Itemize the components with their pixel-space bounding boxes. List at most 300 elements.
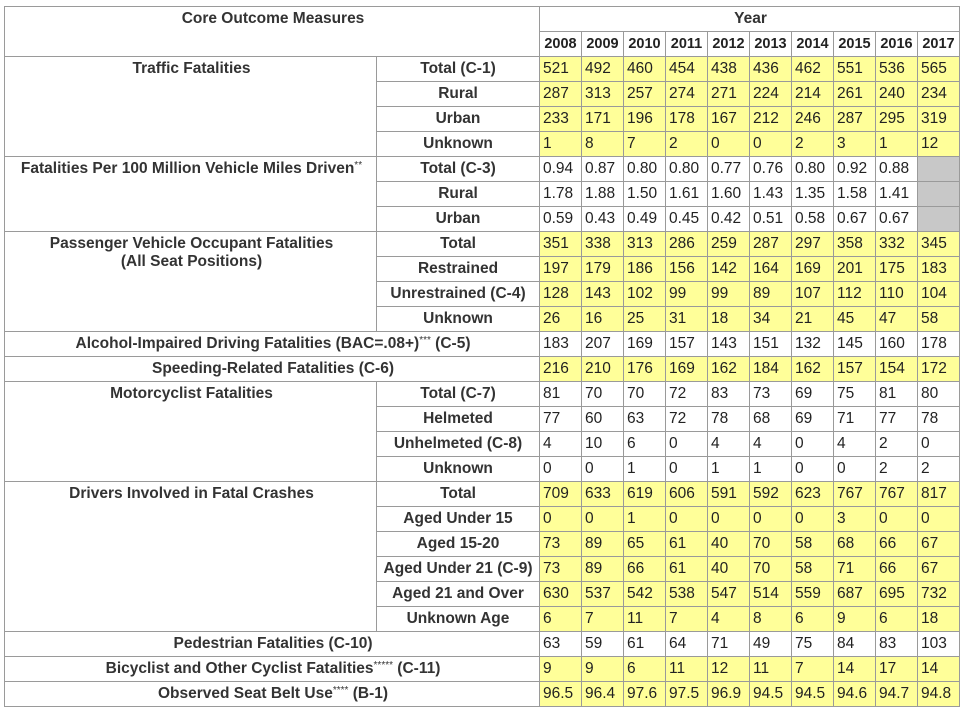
value-cell: 6: [624, 657, 666, 682]
value-cell: 68: [750, 407, 792, 432]
value-cell: 26: [540, 307, 582, 332]
value-cell: 160: [876, 332, 918, 357]
value-cell: 9: [834, 607, 876, 632]
value-cell: 69: [792, 382, 834, 407]
measure-title: Motorcyclist Fatalities: [110, 385, 273, 402]
year-cell: 2011: [666, 32, 708, 57]
submeasure-label: Aged 15-20: [377, 532, 540, 557]
value-cell: 591: [708, 482, 750, 507]
year-cell: 2017: [918, 32, 960, 57]
value-cell: 709: [540, 482, 582, 507]
value-cell: 0: [918, 507, 960, 532]
value-cell: 216: [540, 357, 582, 382]
value-cell: 234: [918, 82, 960, 107]
value-cell: 332: [876, 232, 918, 257]
value-cell: 186: [624, 257, 666, 282]
measure-group-label: [5, 232, 377, 332]
value-cell: 271: [708, 82, 750, 107]
value-cell: 142: [708, 257, 750, 282]
value-cell: 0.42: [708, 207, 750, 232]
measure-title: Traffic Fatalities: [132, 60, 251, 77]
value-cell: 72: [666, 407, 708, 432]
value-cell: 536: [876, 57, 918, 82]
submeasure-label: Total (C-1): [377, 57, 540, 82]
value-cell: 3: [834, 507, 876, 532]
measure-title: Speeding-Related Fatalities (C-6): [151, 360, 394, 377]
measure-row: [5, 332, 960, 357]
submeasure-label: Aged Under 21 (C-9): [377, 557, 540, 582]
value-cell: 89: [582, 557, 624, 582]
measure-code: (B-1): [348, 685, 389, 702]
value-cell: 0: [540, 457, 582, 482]
core-outcome-measures-table: [4, 6, 960, 707]
value-cell: 0: [918, 432, 960, 457]
value-cell: 7: [582, 607, 624, 632]
measure-code: (C-11): [393, 660, 441, 677]
value-cell: 1: [624, 507, 666, 532]
value-cell: 619: [624, 482, 666, 507]
submeasure-label: Total (C-7): [377, 382, 540, 407]
value-cell: 606: [666, 482, 708, 507]
value-cell: 240: [876, 82, 918, 107]
value-cell: 313: [582, 82, 624, 107]
value-cell: 201: [834, 257, 876, 282]
measure-code: (C-5): [430, 335, 471, 352]
value-cell: 178: [666, 107, 708, 132]
value-cell: 156: [666, 257, 708, 282]
value-cell: 143: [708, 332, 750, 357]
submeasure-label: Total: [377, 482, 540, 507]
year-cell: 2014: [792, 32, 834, 57]
value-cell: 287: [750, 232, 792, 257]
value-cell: 6: [792, 607, 834, 632]
value-cell: 630: [540, 582, 582, 607]
measure-title: Drivers Involved in Fatal Crashes: [69, 485, 314, 502]
submeasure-label: Unhelmeted (C-8): [377, 432, 540, 457]
value-cell: 83: [708, 382, 750, 407]
measure-row: [5, 157, 960, 182]
value-cell: 70: [750, 557, 792, 582]
measure-row: [5, 657, 960, 682]
value-cell: 0.51: [750, 207, 792, 232]
value-cell: 81: [876, 382, 918, 407]
value-cell: 207: [582, 332, 624, 357]
value-cell: 73: [540, 532, 582, 557]
submeasure-label: Total: [377, 232, 540, 257]
value-cell: 0: [582, 507, 624, 532]
value-cell: 0.76: [750, 157, 792, 182]
value-cell: 4: [708, 607, 750, 632]
value-cell: 172: [918, 357, 960, 382]
value-cell: 6: [540, 607, 582, 632]
value-cell: 0: [708, 132, 750, 157]
value-cell: 0.80: [624, 157, 666, 182]
value-cell: 436: [750, 57, 792, 82]
value-cell: 80: [918, 382, 960, 407]
value-cell: 183: [918, 257, 960, 282]
value-cell: 210: [582, 357, 624, 382]
value-cell: 2: [666, 132, 708, 157]
value-cell: 0: [666, 432, 708, 457]
submeasure-label: Restrained: [377, 257, 540, 282]
value-cell: 1: [708, 457, 750, 482]
submeasure-label: Urban: [377, 107, 540, 132]
value-cell: 521: [540, 57, 582, 82]
submeasure-label: Urban: [377, 207, 540, 232]
value-cell: 68: [834, 532, 876, 557]
value-cell: 1.60: [708, 182, 750, 207]
value-cell: 45: [834, 307, 876, 332]
value-cell: 40: [708, 557, 750, 582]
value-cell: 61: [624, 632, 666, 657]
measure-row: [5, 682, 960, 707]
submeasure-label: Total (C-3): [377, 157, 540, 182]
value-cell: 104: [918, 282, 960, 307]
submeasure-label: Unknown: [377, 132, 540, 157]
value-cell: 63: [624, 407, 666, 432]
value-cell: 0.77: [708, 157, 750, 182]
value-cell: 196: [624, 107, 666, 132]
value-cell: 8: [750, 607, 792, 632]
value-cell: 25: [624, 307, 666, 332]
value-cell: 157: [834, 357, 876, 382]
value-cell: 687: [834, 582, 876, 607]
value-cell: 49: [750, 632, 792, 657]
value-cell: 224: [750, 82, 792, 107]
value-cell: 178: [918, 332, 960, 357]
value-cell: 212: [750, 107, 792, 132]
value-cell: 96.4: [582, 682, 624, 707]
measure-row: [5, 382, 960, 407]
year-cell: 2008: [540, 32, 582, 57]
value-cell: 259: [708, 232, 750, 257]
value-cell: 179: [582, 257, 624, 282]
value-cell: 75: [834, 382, 876, 407]
submeasure-label: Aged 21 and Over: [377, 582, 540, 607]
value-cell: 89: [750, 282, 792, 307]
value-cell: 10: [582, 432, 624, 457]
value-cell: 559: [792, 582, 834, 607]
value-cell: 338: [582, 232, 624, 257]
value-cell: 2: [876, 457, 918, 482]
value-cell: 7: [792, 657, 834, 682]
measure-group-label: [5, 157, 377, 232]
value-cell: 89: [582, 532, 624, 557]
value-cell: 4: [540, 432, 582, 457]
value-cell: 1.78: [540, 182, 582, 207]
footnote-marker: *****: [373, 660, 393, 671]
value-cell: 537: [582, 582, 624, 607]
value-cell: 358: [834, 232, 876, 257]
value-cell: 94.5: [792, 682, 834, 707]
value-cell: 14: [834, 657, 876, 682]
value-cell: 1.43: [750, 182, 792, 207]
value-cell: 197: [540, 257, 582, 282]
submeasure-label: Aged Under 15: [377, 507, 540, 532]
value-cell: 59: [582, 632, 624, 657]
value-cell: 274: [666, 82, 708, 107]
value-cell: 6: [624, 432, 666, 457]
value-cell: 94.8: [918, 682, 960, 707]
value-cell: 34: [750, 307, 792, 332]
value-cell: 132: [792, 332, 834, 357]
year-cell: 2010: [624, 32, 666, 57]
value-cell: 128: [540, 282, 582, 307]
value-cell: 286: [666, 232, 708, 257]
value-cell: 70: [582, 382, 624, 407]
measure-group-label: [5, 482, 377, 632]
value-cell: 257: [624, 82, 666, 107]
value-cell: 162: [792, 357, 834, 382]
value-cell: 72: [666, 382, 708, 407]
submeasure-label: Unknown: [377, 457, 540, 482]
value-cell: 565: [918, 57, 960, 82]
value-cell: 633: [582, 482, 624, 507]
value-cell: 14: [918, 657, 960, 682]
measure-label: [5, 357, 540, 382]
value-cell: 21: [792, 307, 834, 332]
value-cell: 454: [666, 57, 708, 82]
measure-title: Observed Seat Belt Use: [157, 685, 333, 702]
value-cell: 0: [792, 507, 834, 532]
value-cell: 233: [540, 107, 582, 132]
value-cell: 547: [708, 582, 750, 607]
value-cell: 12: [708, 657, 750, 682]
value-cell: 695: [876, 582, 918, 607]
value-cell: 77: [540, 407, 582, 432]
value-cell: 94.6: [834, 682, 876, 707]
value-cell: 78: [918, 407, 960, 432]
value-cell: 0.45: [666, 207, 708, 232]
value-cell: 99: [666, 282, 708, 307]
measure-row: [5, 57, 960, 82]
value-cell: 460: [624, 57, 666, 82]
value-cell: 514: [750, 582, 792, 607]
submeasure-label: Rural: [377, 82, 540, 107]
value-cell: 154: [876, 357, 918, 382]
value-cell: 542: [624, 582, 666, 607]
value-cell: 7: [666, 607, 708, 632]
value-cell: 66: [624, 557, 666, 582]
value-cell: 84: [834, 632, 876, 657]
measure-row: [5, 632, 960, 657]
value-cell: 167: [708, 107, 750, 132]
value-cell: 0.94: [540, 157, 582, 182]
value-cell: 11: [666, 657, 708, 682]
value-cell: 71: [834, 407, 876, 432]
submeasure-label: Helmeted: [377, 407, 540, 432]
value-cell: 66: [876, 532, 918, 557]
value-cell: 64: [666, 632, 708, 657]
value-cell: 67: [918, 557, 960, 582]
value-cell: 623: [792, 482, 834, 507]
value-cell: 0: [750, 507, 792, 532]
measure-title: Fatalities Per 100 Million Vehicle Miles Driven: [20, 160, 355, 177]
measure-subtitle: (All Seat Positions): [120, 253, 263, 270]
value-cell: 47: [876, 307, 918, 332]
year-cell: 2016: [876, 32, 918, 57]
value-cell: 97.5: [666, 682, 708, 707]
value-cell: 169: [792, 257, 834, 282]
value-cell: 18: [708, 307, 750, 332]
year-cell: 2009: [582, 32, 624, 57]
value-cell: 0: [876, 507, 918, 532]
measure-title: Passenger Vehicle Occupant Fatalities: [49, 235, 334, 252]
value-cell: 0: [666, 457, 708, 482]
value-cell: 767: [834, 482, 876, 507]
value-cell: 83: [876, 632, 918, 657]
header-row: [5, 7, 960, 32]
value-cell: 31: [666, 307, 708, 332]
value-cell: 96.9: [708, 682, 750, 707]
value-cell: 94.5: [750, 682, 792, 707]
value-cell: 0: [540, 507, 582, 532]
value-cell: 58: [918, 307, 960, 332]
value-cell: 1.50: [624, 182, 666, 207]
value-cell: 0.92: [834, 157, 876, 182]
value-cell: 0: [582, 457, 624, 482]
value-cell: 69: [792, 407, 834, 432]
value-cell: 0: [834, 457, 876, 482]
value-cell: 73: [540, 557, 582, 582]
value-cell: 3: [834, 132, 876, 157]
value-cell: 319: [918, 107, 960, 132]
value-cell: 78: [708, 407, 750, 432]
value-cell: 60: [582, 407, 624, 432]
value-cell: 287: [834, 107, 876, 132]
value-cell: 7: [624, 132, 666, 157]
value-cell: 169: [624, 332, 666, 357]
value-cell: 0.67: [876, 207, 918, 232]
measure-title: Alcohol-Impaired Driving Fatalities (BAC=.08+): [75, 335, 420, 352]
value-cell: 73: [750, 382, 792, 407]
value-cell: 592: [750, 482, 792, 507]
value-cell: 110: [876, 282, 918, 307]
value-cell: 70: [624, 382, 666, 407]
value-cell: 0.80: [666, 157, 708, 182]
value-cell: 162: [708, 357, 750, 382]
value-cell: 1: [876, 132, 918, 157]
submeasure-label: Rural: [377, 182, 540, 207]
value-cell: 70: [750, 532, 792, 557]
measure-row: [5, 232, 960, 257]
submeasure-label: Unknown Age: [377, 607, 540, 632]
year-cell: 2013: [750, 32, 792, 57]
value-cell: 345: [918, 232, 960, 257]
measure-label: [5, 682, 540, 707]
value-cell: 61: [666, 557, 708, 582]
value-cell: 462: [792, 57, 834, 82]
value-cell: 40: [708, 532, 750, 557]
measure-label: [5, 332, 540, 357]
value-cell: 4: [834, 432, 876, 457]
value-cell: 175: [876, 257, 918, 282]
value-cell: 0: [750, 132, 792, 157]
value-cell: [918, 207, 960, 232]
value-cell: 169: [666, 357, 708, 382]
value-cell: 732: [918, 582, 960, 607]
measure-row: [5, 357, 960, 382]
value-cell: 1: [624, 457, 666, 482]
value-cell: 297: [792, 232, 834, 257]
value-cell: 17: [876, 657, 918, 682]
value-cell: 0.43: [582, 207, 624, 232]
value-cell: 103: [918, 632, 960, 657]
value-cell: 107: [792, 282, 834, 307]
value-cell: 157: [666, 332, 708, 357]
value-cell: 71: [834, 557, 876, 582]
value-cell: 96.5: [540, 682, 582, 707]
value-cell: 9: [540, 657, 582, 682]
value-cell: 58: [792, 557, 834, 582]
value-cell: 246: [792, 107, 834, 132]
value-cell: 94.7: [876, 682, 918, 707]
value-cell: 1: [540, 132, 582, 157]
value-cell: 11: [750, 657, 792, 682]
value-cell: 817: [918, 482, 960, 507]
value-cell: 1: [750, 457, 792, 482]
value-cell: 0: [792, 457, 834, 482]
value-cell: 1.41: [876, 182, 918, 207]
value-cell: 351: [540, 232, 582, 257]
footnote-marker: **: [354, 160, 363, 171]
value-cell: 2: [918, 457, 960, 482]
measure-label: [5, 632, 540, 657]
value-cell: 12: [918, 132, 960, 157]
measure-title: Pedestrian Fatalities (C-10): [173, 635, 373, 652]
value-cell: 4: [750, 432, 792, 457]
value-cell: 214: [792, 82, 834, 107]
value-cell: 1.35: [792, 182, 834, 207]
value-cell: 0.88: [876, 157, 918, 182]
measure-group-label: [5, 57, 377, 157]
value-cell: 143: [582, 282, 624, 307]
value-cell: 0.59: [540, 207, 582, 232]
core-outcome-header: Core Outcome Measures: [5, 7, 540, 57]
footnote-marker: ****: [332, 685, 349, 696]
value-cell: 184: [750, 357, 792, 382]
year-header: Year: [540, 7, 960, 32]
value-cell: 18: [918, 607, 960, 632]
measure-title: Bicyclist and Other Cyclist Fatalities: [105, 660, 374, 677]
value-cell: 11: [624, 607, 666, 632]
value-cell: 0: [792, 432, 834, 457]
value-cell: 71: [708, 632, 750, 657]
value-cell: 2: [792, 132, 834, 157]
value-cell: 77: [876, 407, 918, 432]
value-cell: 61: [666, 532, 708, 557]
value-cell: 65: [624, 532, 666, 557]
value-cell: 8: [582, 132, 624, 157]
value-cell: 261: [834, 82, 876, 107]
value-cell: 0.58: [792, 207, 834, 232]
value-cell: 0: [666, 507, 708, 532]
value-cell: 2: [876, 432, 918, 457]
value-cell: 9: [582, 657, 624, 682]
measure-group-label: [5, 382, 377, 482]
value-cell: 164: [750, 257, 792, 282]
value-cell: 1.58: [834, 182, 876, 207]
value-cell: 58: [792, 532, 834, 557]
value-cell: 538: [666, 582, 708, 607]
value-cell: 313: [624, 232, 666, 257]
value-cell: 145: [834, 332, 876, 357]
value-cell: 151: [750, 332, 792, 357]
value-cell: 63: [540, 632, 582, 657]
submeasure-label: Unknown: [377, 307, 540, 332]
value-cell: 75: [792, 632, 834, 657]
submeasure-label: Unrestrained (C-4): [377, 282, 540, 307]
